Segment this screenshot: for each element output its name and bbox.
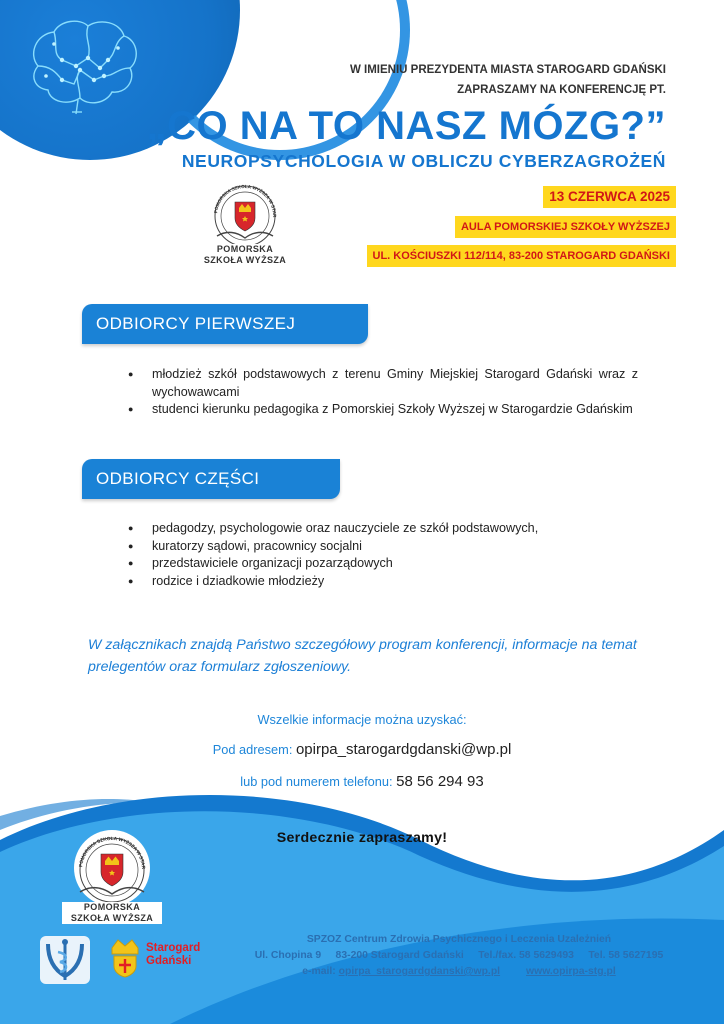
section-heading-second-part: ODBIORCY CZĘŚCI DRUGIEJ:: [82, 459, 340, 499]
contact-email-line: [0, 741, 724, 758]
psw-logo-line2: SZKOŁA WYŻSZA: [70, 913, 154, 923]
invitation-text: [350, 60, 666, 100]
contact-intro: Wszelkie informacje można uzyskać:: [257, 712, 467, 727]
footer-address-block: [224, 932, 694, 980]
closing-message: Serdecznie zapraszamy!: [276, 830, 448, 846]
city-logo-line2: Gdański: [146, 955, 192, 967]
section-heading-first-part: ODBIORCY PIERWSZEJ CZĘŚCI:: [82, 304, 368, 344]
brain-icon: [18, 14, 146, 116]
first-part-audience-list: [128, 366, 638, 419]
psw-logo-footer: [62, 828, 162, 926]
invite-line-2: ZAPRASZAMY NA KONFERENCJĘ PT.: [457, 84, 666, 96]
address-badge: UL. KOŚCIUSZKI 112/114, 83-200 STAROGARD GDAŃSKI: [367, 245, 677, 267]
footer-email-link[interactable]: opirpa_starogardgdanski@wp.pl: [338, 966, 501, 977]
list-item: ● przedstawiciele organizacji pozarządowych: [128, 555, 638, 573]
venue-badge: AULA POMORSKIEJ SZKOŁY WYŻSZEJ: [455, 216, 676, 238]
email-label: Pod adresem:: [212, 742, 293, 757]
psw-logo: [195, 180, 295, 270]
list-item: ● pedagodzy, psychologowie oraz nauczyciele ze szkół podstawowych,: [128, 520, 638, 538]
list-item: ● kuratorzy sądowi, pracownicy socjalni: [128, 538, 638, 556]
starogard-city-logo: [108, 934, 218, 982]
psw-logo-footer-name: [62, 902, 162, 924]
svg-text:POMORSKA SZKOŁA WYŻSZA W STARO: POMORSKA SZKOŁA WYŻSZA W STAR: [213, 183, 278, 218]
footer-city: 83-200 Starogard Gdański: [335, 950, 464, 961]
contact-email-link[interactable]: opirpa_starogardgdanski@wp.pl: [295, 741, 512, 758]
psw-logo-line2: SZKOŁA WYŻSZA: [203, 255, 287, 265]
footer-address-line: [224, 948, 694, 964]
psw-logo-name: [195, 244, 295, 266]
svg-text:POMORSKA SZKOŁA WYŻSZA W STARO: POMORSKA SZKOŁA WYŻSZA W STAR: [79, 836, 146, 870]
conference-subtitle: NEUROPSYCHOLOGIA W OBLICZU CYBERZAGROŻEŃ: [181, 151, 666, 171]
second-part-audience-list: [128, 520, 638, 590]
conference-title: „CO NA TO NASZ MÓZG?”: [146, 104, 666, 148]
footer-tel-fax: Tel./fax. 58 5629493: [478, 950, 574, 961]
list-item: ● rodzice i dziadkowie młodzieży: [128, 573, 638, 591]
psw-logo-line1: POMORSKA: [216, 244, 274, 254]
footer-org-name: SPZOZ Centrum Zdrowia Psychicznego i Leczenia Uzależnień: [306, 934, 612, 945]
attachments-note: W załącznikach znajdą Państwo szczegółowy program konferencji, informacje na temat prelegentów oraz formularz zgłoszeniowy.: [88, 637, 637, 675]
phone-label: lub pod numerem telefonu:: [240, 774, 393, 789]
footer-website-link[interactable]: www.opirpa-stg.pl: [526, 966, 616, 977]
spzoz-logo: [40, 936, 90, 984]
caduceus-icon: [40, 936, 90, 984]
list-item: ● młodzież szkół podstawowych z terenu Gminy Miejskiej Starogard Gdański wraz z wychowawcami: [128, 366, 638, 401]
psw-emblem-icon: [195, 180, 295, 244]
footer-contact-line: [224, 964, 694, 980]
date-badge: 13 CZERWCA 2025: [543, 186, 676, 208]
city-logo-line1: Starogard: [146, 942, 201, 954]
contact-phone: 58 56 294 93: [396, 773, 484, 790]
invite-line-1: W IMIENIU PREZYDENTA MIASTA STAROGARD GDAŃSKI: [349, 64, 666, 76]
footer-tel: Tel. 58 5627195: [588, 950, 664, 961]
psw-emblem-icon: [62, 828, 162, 902]
footer-street: Ul. Chopina 9: [254, 950, 322, 961]
footer-email-label: e-mail:: [302, 966, 336, 977]
list-item: ● studenci kierunku pedagogika z Pomorskiej Szkoły Wyższej w Starogardzie Gdańskim: [128, 401, 638, 419]
psw-logo-line1: POMORSKA: [83, 902, 141, 912]
contact-phone-line: [0, 773, 724, 790]
city-crown-icon: [108, 934, 142, 978]
